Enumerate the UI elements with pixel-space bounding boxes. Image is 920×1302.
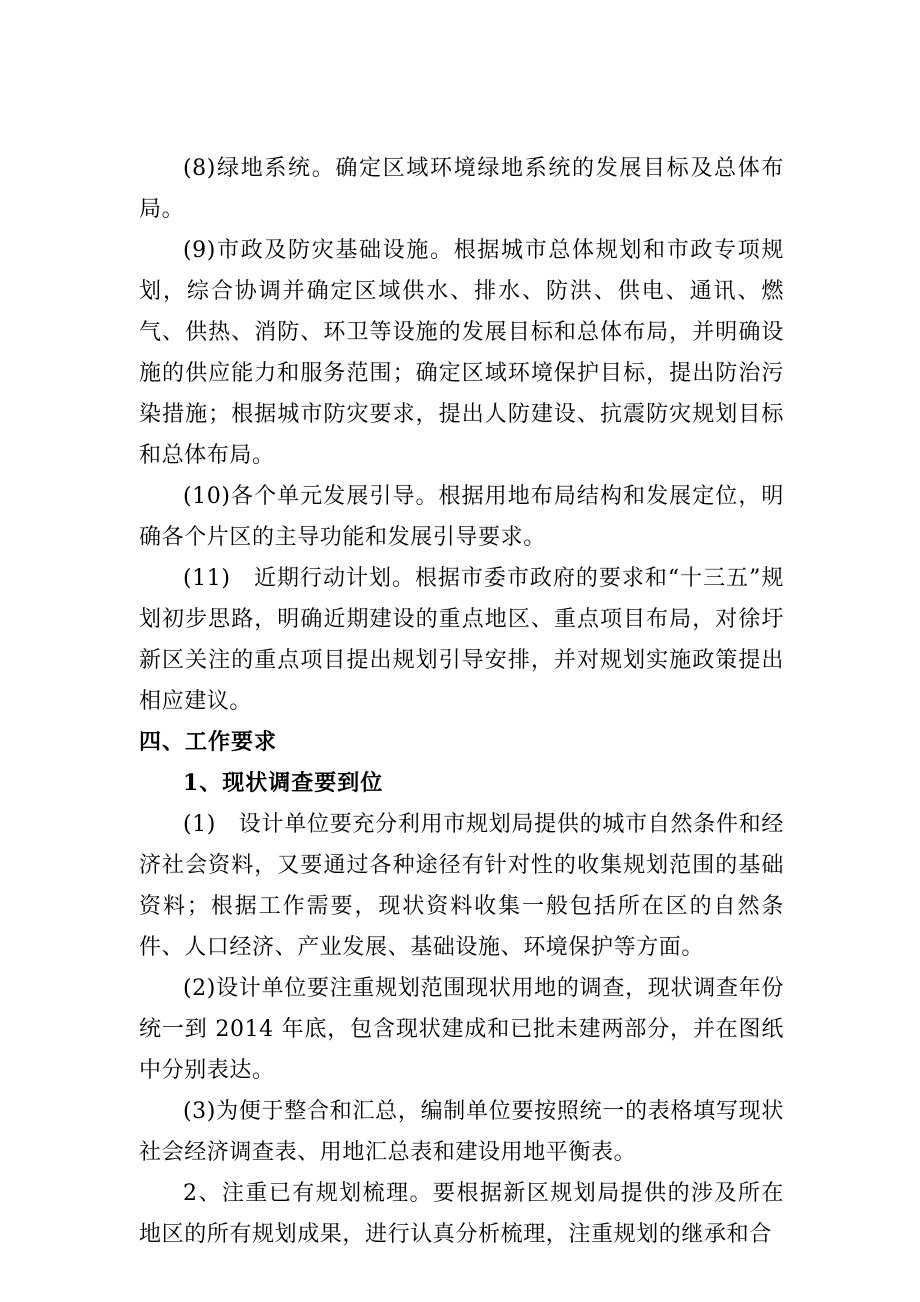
paragraph-near-term-plan: (11) 近期行动计划。根据市委市政府的要求和“十三五”规划初步思路，明确近期建设的重点地区、重点项目布局，对徐圩新区关注的重点项目提出规划引导安排，并对规划实施政策提出相应建议。 [139,566,784,714]
section-heading-work-requirements: 四、工作要求 [139,729,278,755]
subheading-survey: 1、现状调查要到位 [183,770,384,796]
paragraph-requirement-1: (1) 设计单位要充分利用市规划局提供的城市自然条件和经济社会资料，又要通过各种途径有针对性的收集规划范围的基础资料；根据工作需要，现状资料收集一般包括所在区的自然条件、人口经济、产业发展、基础设施、环境保护等方面。 [139,812,784,960]
paragraph-requirement-2: (2)设计单位要注重规划范围现状用地的调查，现状调查年份统一到 2014 年底，包含现状建成和已批未建两部分，并在图纸中分别表达。 [139,976,784,1083]
document-body [139,148,784,1255]
paragraph-infrastructure: (9)市政及防灾基础设施。根据城市总体规划和市政专项规划，综合协调并确定区域供水、排水、防洪、供电、通讯、燃气、供热、消防、环卫等设施的发展目标和总体布局，并明确设施的供应能力和服务范围；确定区域环境保护目标，提出防治污染措施；根据城市防灾要求，提出人防建设、抗震防灾规划目标和总体布局。 [139,238,784,468]
paragraph-unit-guidance: (10)各个单元发展引导。根据用地布局结构和发展定位，明确各个片区的主导功能和发展引导要求。 [139,484,784,550]
paragraph-item-2: 2、注重已有规划梳理。要根据新区规划局提供的涉及所在地区的所有规划成果，进行认真分析梳理，注重规划的继承和合 [139,1181,784,1247]
paragraph-requirement-3: (3)为便于整合和汇总，编制单位要按照统一的表格填写现状社会经济调查表、用地汇总表和建设用地平衡表。 [139,1099,784,1165]
paragraph-green-space-system: (8)绿地系统。确定区域环境绿地系统的发展目标及总体布局。 [139,156,784,222]
